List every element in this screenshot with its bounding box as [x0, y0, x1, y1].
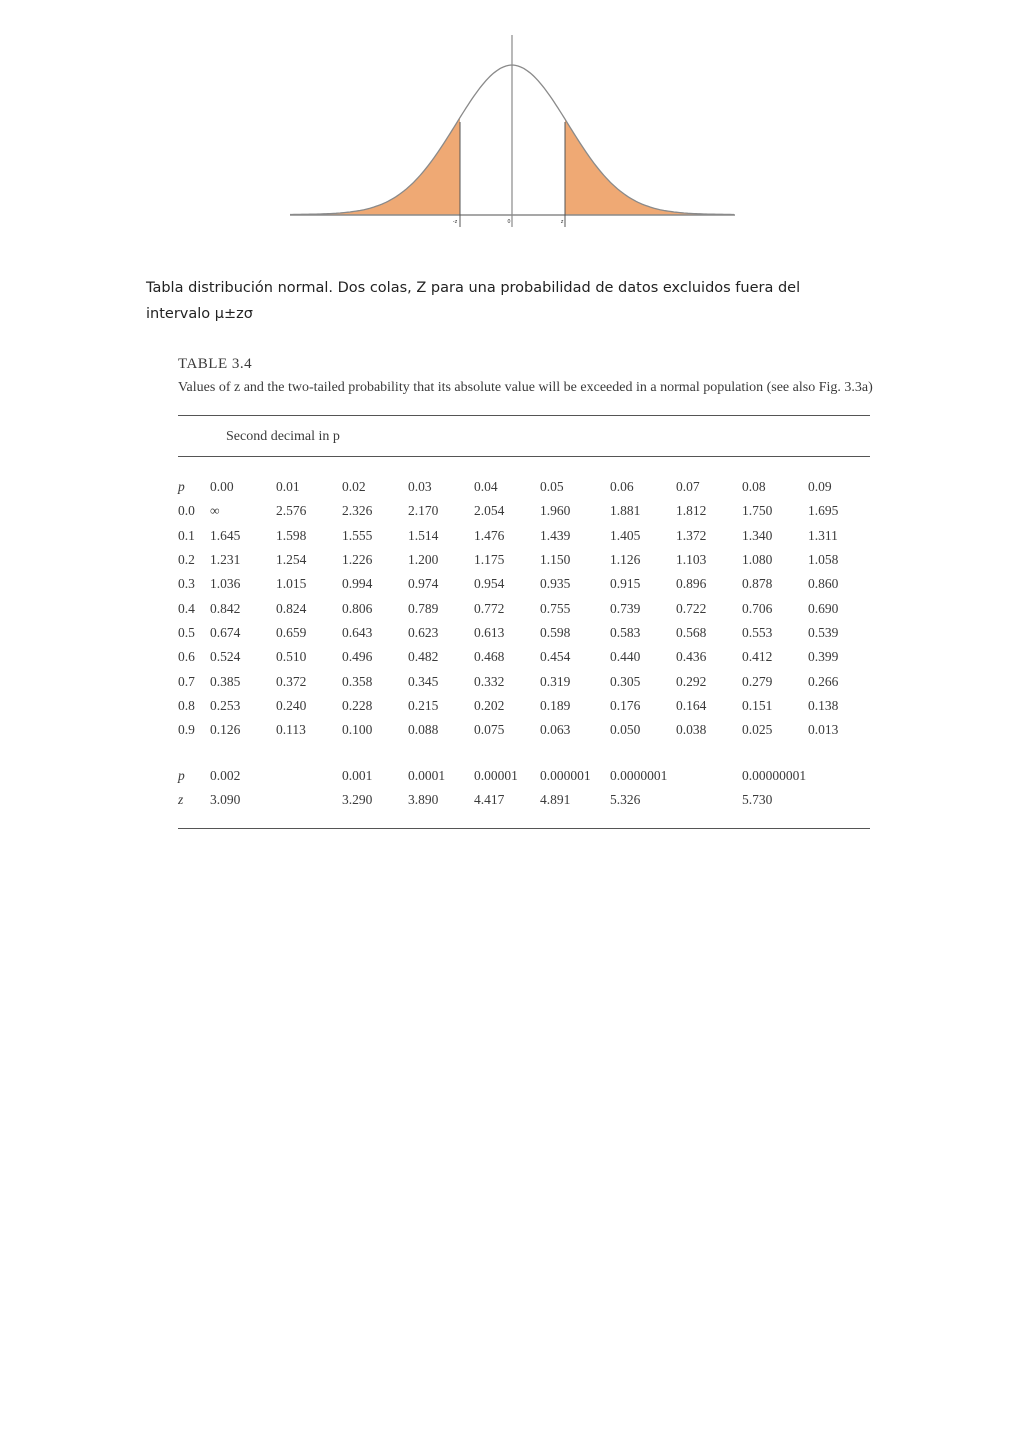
left-tail-area: [290, 118, 460, 216]
z-cell: 0.583: [610, 624, 641, 640]
z-cell: 0.050: [610, 722, 641, 738]
z-cell: 0.253: [210, 697, 241, 713]
z-cell: 1.695: [808, 503, 839, 519]
z-cell: 0.806: [342, 600, 373, 616]
z-cell: 1.103: [676, 552, 707, 568]
z-cell: 2.054: [474, 503, 505, 519]
z-cell: 0.240: [276, 697, 307, 713]
z-cell: 1.231: [210, 552, 241, 568]
z-cell: 0.454: [540, 649, 571, 665]
table-row: [178, 669, 874, 693]
z-cell: 0.292: [676, 673, 707, 689]
z-cell: 2.326: [342, 503, 373, 519]
subheading-rule: [178, 456, 870, 457]
z-cell: 0.915: [610, 576, 641, 592]
tail-cell: 0.0000001: [610, 768, 668, 784]
z-cell: 0.126: [210, 722, 241, 738]
z-cell: 0.706: [742, 600, 773, 616]
tail-label: z: [178, 792, 184, 808]
z-cell: 0.202: [474, 697, 505, 713]
row-p-value: 0.9: [178, 722, 195, 738]
z-cell: 0.674: [210, 624, 241, 640]
z-tail-table: [178, 764, 874, 812]
z-cell: 0.038: [676, 722, 707, 738]
z-cell: 0.305: [610, 673, 641, 689]
z-cell: 0.100: [342, 722, 373, 738]
header-col: 0.03: [408, 479, 432, 495]
row-p-value: 0.3: [178, 576, 195, 592]
z-cell: 1.126: [610, 552, 641, 568]
table-row: [178, 645, 874, 669]
z-cell: 1.015: [276, 576, 307, 592]
caption-line-2: intervalo μ±zσ: [146, 306, 253, 322]
tail-cell: 0.00000001: [742, 768, 807, 784]
z-cell: 0.279: [742, 673, 773, 689]
z-cell: 1.476: [474, 527, 505, 543]
header-col: 0.07: [676, 479, 700, 495]
z-table: [178, 475, 874, 742]
z-cell: 0.138: [808, 697, 839, 713]
z-cell: 0.189: [540, 697, 571, 713]
caption: [146, 275, 866, 327]
row-p-value: 0.2: [178, 552, 195, 568]
z-cell: 1.598: [276, 527, 307, 543]
neg-z-label: -z: [452, 219, 458, 225]
z-cell: 0.739: [610, 600, 641, 616]
z-cell: 1.311: [808, 527, 838, 543]
z-cell: 0.088: [408, 722, 439, 738]
z-cell: 0.266: [808, 673, 839, 689]
tail-cell: [276, 764, 342, 788]
z-cell: 1.372: [676, 527, 707, 543]
z-cell: 0.772: [474, 600, 505, 616]
z-cell: 0.690: [808, 600, 839, 616]
z-cell: 0.824: [276, 600, 307, 616]
z-cell: 1.439: [540, 527, 571, 543]
z-tail-table-body: [178, 764, 874, 812]
z-cell: 0.510: [276, 649, 307, 665]
tail-cell: [676, 788, 742, 812]
z-cell: 0.399: [808, 649, 839, 665]
z-cell: 0.440: [610, 649, 641, 665]
table-subheading: Second decimal in p: [226, 429, 340, 444]
z-cell: 1.514: [408, 527, 439, 543]
z-cell: 0.568: [676, 624, 707, 640]
tail-cell: [276, 788, 342, 812]
z-cell: 0.789: [408, 600, 439, 616]
tail-cell: 3.890: [408, 792, 439, 808]
z-cell: 0.151: [742, 697, 773, 713]
z-cell: 0.553: [742, 624, 773, 640]
z-cell: 0.935: [540, 576, 571, 592]
z-cell: 1.812: [676, 503, 707, 519]
row-p-value: 0.6: [178, 649, 195, 665]
row-p-value: 0.7: [178, 673, 195, 689]
tail-cell: 3.290: [342, 792, 373, 808]
z-cell: 0.176: [610, 697, 641, 713]
header-row: [178, 475, 874, 499]
tail-label: p: [178, 768, 185, 784]
z-cell: 1.175: [474, 552, 505, 568]
z-cell: 0.075: [474, 722, 505, 738]
z-cell: 1.405: [610, 527, 641, 543]
row-p-value: 0.8: [178, 697, 195, 713]
row-p-value: 0.1: [178, 527, 195, 543]
z-cell: 0.063: [540, 722, 571, 738]
z-cell: 0.468: [474, 649, 505, 665]
z-cell: 0.722: [676, 600, 707, 616]
z-cell: 0.623: [408, 624, 439, 640]
z-cell: 1.200: [408, 552, 439, 568]
table-row: [178, 621, 874, 645]
z-cell: 0.896: [676, 576, 707, 592]
table-row: [178, 499, 874, 523]
z-cell: 0.878: [742, 576, 773, 592]
table-row: [178, 548, 874, 572]
tail-cell: [808, 788, 874, 812]
tail-cell: 4.417: [474, 792, 505, 808]
header-col: 0.06: [610, 479, 634, 495]
normal-distribution-figure: [285, 30, 740, 230]
z-cell: 0.332: [474, 673, 505, 689]
z-cell: 1.254: [276, 552, 307, 568]
row-p-value: 0.5: [178, 624, 195, 640]
z-cell: 0.228: [342, 697, 373, 713]
z-cell: 0.860: [808, 576, 839, 592]
z-cell: 0.994: [342, 576, 373, 592]
z-cell: 0.385: [210, 673, 241, 689]
tail-row-p: [178, 764, 874, 788]
z-cell: 1.058: [808, 552, 839, 568]
z-cell: 0.613: [474, 624, 505, 640]
header-col: 0.05: [540, 479, 564, 495]
z-cell: 0.643: [342, 624, 373, 640]
top-rule: [178, 415, 870, 416]
z-cell: 0.358: [342, 673, 373, 689]
table-row: [178, 596, 874, 620]
header-col: 0.02: [342, 479, 366, 495]
z-cell: 0.539: [808, 624, 839, 640]
tail-cell: [808, 764, 874, 788]
z-cell: 1.881: [610, 503, 641, 519]
tail-cell: 4.891: [540, 792, 571, 808]
z-cell: 0.113: [276, 722, 306, 738]
z-cell: 0.345: [408, 673, 439, 689]
tail-cell: 0.0001: [408, 768, 446, 784]
z-cell: 1.226: [342, 552, 373, 568]
tail-cell: 0.00001: [474, 768, 518, 784]
z-cell: 1.645: [210, 527, 241, 543]
z-cell: 0.598: [540, 624, 571, 640]
z-cell: 1.555: [342, 527, 373, 543]
z-cell: 1.150: [540, 552, 571, 568]
z-cell: 0.659: [276, 624, 307, 640]
z-cell: 0.974: [408, 576, 439, 592]
tail-cell: 5.326: [610, 792, 641, 808]
z-cell: 0.164: [676, 697, 707, 713]
z-cell: 0.025: [742, 722, 773, 738]
z-cell: ∞: [210, 503, 220, 519]
z-cell: 0.755: [540, 600, 571, 616]
tail-cell: [676, 764, 742, 788]
header-col: 0.01: [276, 479, 300, 495]
header-label: p: [178, 479, 185, 495]
row-p-value: 0.0: [178, 503, 195, 519]
z-cell: 1.960: [540, 503, 571, 519]
z-cell: 2.170: [408, 503, 439, 519]
z-table-section: [178, 356, 878, 829]
header-col: 0.08: [742, 479, 766, 495]
table-description: Values of z and the two-tailed probability that its absolute value will be exceeded in a normal population (see also Fig. 3.3a): [178, 380, 873, 395]
z-cell: 0.436: [676, 649, 707, 665]
table-title: TABLE 3.4: [178, 356, 253, 372]
header-col: 0.04: [474, 479, 498, 495]
header-col: 0.00: [210, 479, 234, 495]
z-cell: 1.340: [742, 527, 773, 543]
z-cell: 0.215: [408, 697, 439, 713]
tail-cell: 0.002: [210, 768, 241, 784]
z-cell: 2.576: [276, 503, 307, 519]
z-cell: 0.954: [474, 576, 505, 592]
caption-line-1: Tabla distribución normal. Dos colas, Z para una probabilidad de datos excluidos fuera del: [146, 280, 801, 296]
z-cell: 1.080: [742, 552, 773, 568]
table-row: [178, 694, 874, 718]
tail-cell: 5.730: [742, 792, 773, 808]
table-row: [178, 524, 874, 548]
z-cell: 1.036: [210, 576, 241, 592]
z-cell: 1.750: [742, 503, 773, 519]
z-cell: 0.372: [276, 673, 307, 689]
mean-label: 0: [507, 219, 511, 225]
tail-cell: 0.000001: [540, 768, 591, 784]
z-cell: 0.013: [808, 722, 839, 738]
z-cell: 0.412: [742, 649, 773, 665]
header-col: 0.09: [808, 479, 832, 495]
table-row: [178, 572, 874, 596]
row-p-value: 0.4: [178, 600, 195, 616]
z-cell: 0.524: [210, 649, 241, 665]
table-row: [178, 718, 874, 742]
pos-z-label: z: [560, 219, 564, 225]
tail-cell: 0.001: [342, 768, 373, 784]
z-table-body: [178, 475, 874, 742]
tail-row-z: [178, 788, 874, 812]
z-cell: 0.842: [210, 600, 241, 616]
z-cell: 0.319: [540, 673, 571, 689]
tail-cell: 3.090: [210, 792, 241, 808]
z-cell: 0.482: [408, 649, 439, 665]
z-cell: 0.496: [342, 649, 373, 665]
right-tail-area: [565, 119, 735, 215]
bottom-rule: [178, 828, 870, 829]
